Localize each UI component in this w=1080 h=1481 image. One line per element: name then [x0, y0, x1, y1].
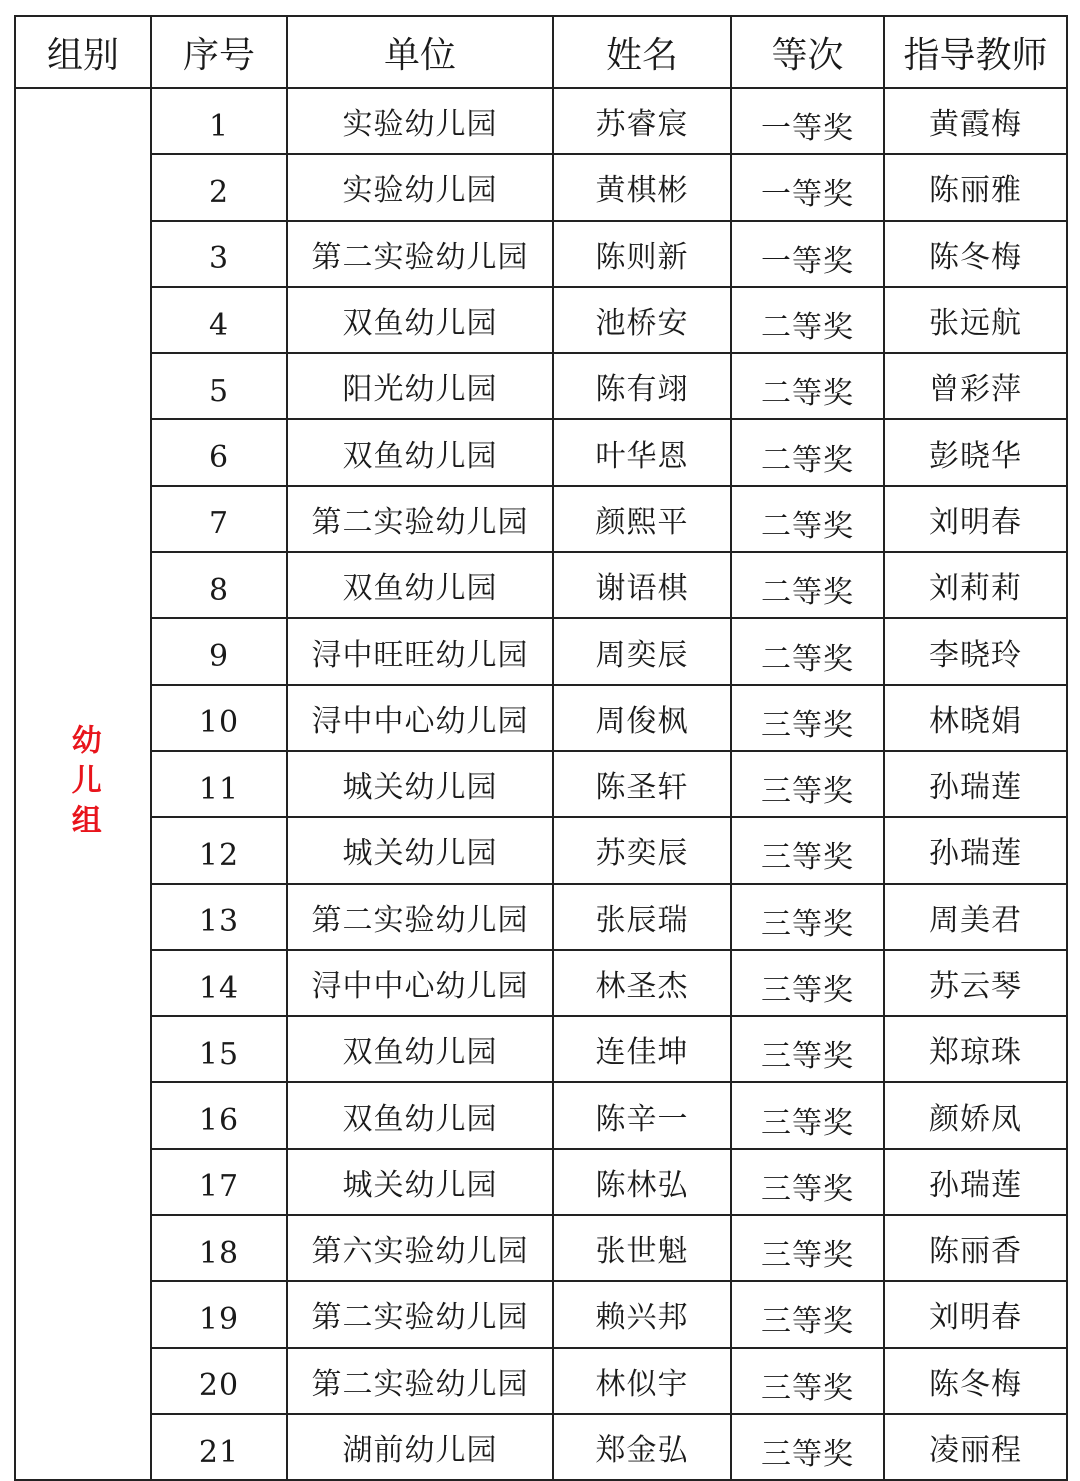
awards-table: [14, 15, 1068, 1481]
table-row: [15, 1082, 1067, 1148]
unit-cell: 第二实验幼儿园: [287, 884, 553, 950]
teacher-cell: 张远航: [884, 287, 1067, 353]
award-cell: 一等奖: [731, 154, 884, 220]
table-row: [15, 1215, 1067, 1281]
unit-cell: 双鱼幼儿园: [287, 1016, 553, 1082]
award-cell: 二等奖: [731, 552, 884, 618]
table-row: [15, 1348, 1067, 1414]
header-name: 姓名: [553, 16, 731, 88]
name-cell: 谢语棋: [553, 552, 731, 618]
teacher-cell: 刘莉莉: [884, 552, 1067, 618]
unit-cell: 第二实验幼儿园: [287, 1348, 553, 1414]
teacher-cell: 陈丽雅: [884, 154, 1067, 220]
seq-cell: 9: [151, 618, 287, 684]
award-cell: 三等奖: [731, 884, 884, 950]
unit-cell: 双鱼幼儿园: [287, 419, 553, 485]
seq-cell: 6: [151, 419, 287, 485]
table-row: [15, 1414, 1067, 1480]
table-row: [15, 88, 1067, 154]
seq-cell: 1: [151, 88, 287, 154]
award-cell: 三等奖: [731, 1215, 884, 1281]
table-row: [15, 618, 1067, 684]
unit-cell: 城关幼儿园: [287, 1149, 553, 1215]
name-cell: 郑金弘: [553, 1414, 731, 1480]
seq-cell: 19: [151, 1281, 287, 1347]
group-label-cell: [15, 88, 151, 1480]
header-row: [15, 16, 1067, 88]
teacher-cell: 颜娇凤: [884, 1082, 1067, 1148]
teacher-cell: 陈冬梅: [884, 1348, 1067, 1414]
award-cell: 三等奖: [731, 751, 884, 817]
unit-cell: 浔中旺旺幼儿园: [287, 618, 553, 684]
seq-cell: 17: [151, 1149, 287, 1215]
teacher-cell: 周美君: [884, 884, 1067, 950]
teacher-cell: 曾彩萍: [884, 353, 1067, 419]
unit-cell: 实验幼儿园: [287, 154, 553, 220]
teacher-cell: 刘明春: [884, 1281, 1067, 1347]
table-row: [15, 685, 1067, 751]
seq-cell: 16: [151, 1082, 287, 1148]
unit-cell: 双鱼幼儿园: [287, 287, 553, 353]
award-cell: 三等奖: [731, 1082, 884, 1148]
name-cell: 张世魁: [553, 1215, 731, 1281]
name-cell: 陈辛一: [553, 1082, 731, 1148]
award-cell: 二等奖: [731, 618, 884, 684]
header-seq: 序号: [151, 16, 287, 88]
table-row: [15, 751, 1067, 817]
header-award: 等次: [731, 16, 884, 88]
seq-cell: 11: [151, 751, 287, 817]
name-cell: 苏睿宸: [553, 88, 731, 154]
unit-cell: 湖前幼儿园: [287, 1414, 553, 1480]
unit-cell: 双鱼幼儿园: [287, 552, 553, 618]
teacher-cell: 陈冬梅: [884, 221, 1067, 287]
unit-cell: 城关幼儿园: [287, 817, 553, 883]
table-row: [15, 817, 1067, 883]
seq-cell: 3: [151, 221, 287, 287]
seq-cell: 8: [151, 552, 287, 618]
teacher-cell: 孙瑞莲: [884, 817, 1067, 883]
teacher-cell: 苏云琴: [884, 950, 1067, 1016]
award-cell: 二等奖: [731, 353, 884, 419]
name-cell: 周奕辰: [553, 618, 731, 684]
award-cell: 三等奖: [731, 1414, 884, 1480]
teacher-cell: 孙瑞莲: [884, 1149, 1067, 1215]
table-row: [15, 884, 1067, 950]
name-cell: 陈林弘: [553, 1149, 731, 1215]
header-unit: 单位: [287, 16, 553, 88]
seq-cell: 2: [151, 154, 287, 220]
unit-cell: 第二实验幼儿园: [287, 221, 553, 287]
name-cell: 陈圣轩: [553, 751, 731, 817]
seq-cell: 18: [151, 1215, 287, 1281]
name-cell: 连佳坤: [553, 1016, 731, 1082]
seq-cell: 12: [151, 817, 287, 883]
unit-cell: 第二实验幼儿园: [287, 1281, 553, 1347]
table-row: [15, 486, 1067, 552]
table-row: [15, 287, 1067, 353]
table-row: [15, 419, 1067, 485]
teacher-cell: 郑琼珠: [884, 1016, 1067, 1082]
seq-cell: 21: [151, 1414, 287, 1480]
teacher-cell: 刘明春: [884, 486, 1067, 552]
name-cell: 陈则新: [553, 221, 731, 287]
unit-cell: 浔中中心幼儿园: [287, 950, 553, 1016]
table-row: [15, 1149, 1067, 1215]
name-cell: 陈有翊: [553, 353, 731, 419]
award-cell: 三等奖: [731, 1281, 884, 1347]
award-cell: 三等奖: [731, 1149, 884, 1215]
unit-cell: 第二实验幼儿园: [287, 486, 553, 552]
unit-cell: 阳光幼儿园: [287, 353, 553, 419]
seq-cell: 7: [151, 486, 287, 552]
award-cell: 三等奖: [731, 1348, 884, 1414]
header-group: 组别: [15, 16, 151, 88]
seq-cell: 4: [151, 287, 287, 353]
table-row: [15, 552, 1067, 618]
table-row: [15, 1016, 1067, 1082]
award-cell: 三等奖: [731, 817, 884, 883]
table-row: [15, 353, 1067, 419]
table-row: [15, 154, 1067, 220]
unit-cell: 城关幼儿园: [287, 751, 553, 817]
name-cell: 林圣杰: [553, 950, 731, 1016]
teacher-cell: 彭晓华: [884, 419, 1067, 485]
award-cell: 二等奖: [731, 419, 884, 485]
teacher-cell: 孙瑞莲: [884, 751, 1067, 817]
award-cell: 三等奖: [731, 950, 884, 1016]
name-cell: 叶华恩: [553, 419, 731, 485]
seq-cell: 10: [151, 685, 287, 751]
name-cell: 周俊枫: [553, 685, 731, 751]
group-label: 幼儿组: [65, 724, 101, 845]
unit-cell: 第六实验幼儿园: [287, 1215, 553, 1281]
teacher-cell: 李晓玲: [884, 618, 1067, 684]
name-cell: 池桥安: [553, 287, 731, 353]
table-row: [15, 221, 1067, 287]
award-cell: 二等奖: [731, 486, 884, 552]
seq-cell: 20: [151, 1348, 287, 1414]
award-cell: 三等奖: [731, 685, 884, 751]
name-cell: 林似宇: [553, 1348, 731, 1414]
unit-cell: 实验幼儿园: [287, 88, 553, 154]
seq-cell: 15: [151, 1016, 287, 1082]
award-cell: 一等奖: [731, 88, 884, 154]
award-cell: 一等奖: [731, 221, 884, 287]
table-row: [15, 1281, 1067, 1347]
teacher-cell: 陈丽香: [884, 1215, 1067, 1281]
table-body: [15, 88, 1067, 1480]
award-cell: 二等奖: [731, 287, 884, 353]
name-cell: 黄棋彬: [553, 154, 731, 220]
award-cell: 三等奖: [731, 1016, 884, 1082]
table-row: [15, 950, 1067, 1016]
name-cell: 苏奕辰: [553, 817, 731, 883]
unit-cell: 双鱼幼儿园: [287, 1082, 553, 1148]
seq-cell: 14: [151, 950, 287, 1016]
teacher-cell: 黄霞梅: [884, 88, 1067, 154]
name-cell: 颜熙平: [553, 486, 731, 552]
unit-cell: 浔中中心幼儿园: [287, 685, 553, 751]
teacher-cell: 凌丽程: [884, 1414, 1067, 1480]
name-cell: 赖兴邦: [553, 1281, 731, 1347]
name-cell: 张辰瑞: [553, 884, 731, 950]
seq-cell: 5: [151, 353, 287, 419]
teacher-cell: 林晓娟: [884, 685, 1067, 751]
header-teacher: 指导教师: [884, 16, 1067, 88]
seq-cell: 13: [151, 884, 287, 950]
